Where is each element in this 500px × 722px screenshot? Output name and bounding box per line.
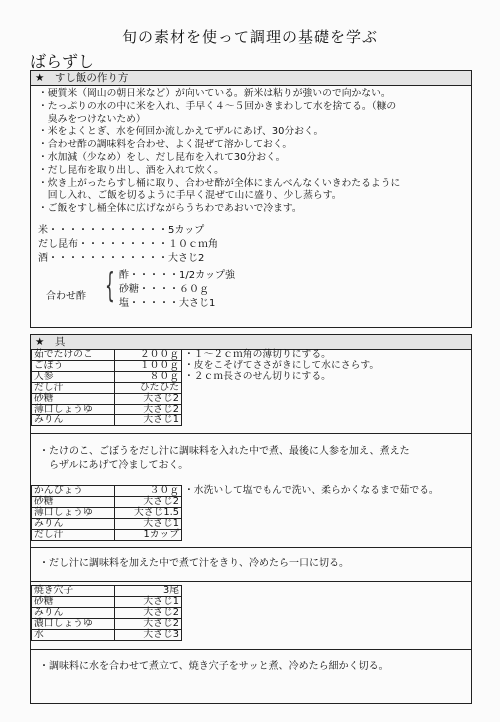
ingredient-qty: 大さじ3 [115,629,182,640]
ingredient-name: 砂糖 [32,393,115,404]
divider [31,649,471,650]
sushi-rice-steps [31,86,471,216]
ingredient-note: ・皮をこそげてささがきにして水にさらす。 [184,359,380,371]
ingredient-note: ・１～２ｃｍ角の薄切りにする。 [184,349,331,360]
ingredient-name: 濃口しょうゆ [32,618,115,629]
ingredient-qty: ２００ｇ [115,350,182,361]
step-line: ・炊き上がったらすし桶に取り、合わせ酢が全体にまんべんなくいきわたるように [38,177,401,189]
page-title: 旬の素材を使って調理の基礎を学ぶ [121,28,378,46]
instruction-line: らザルにあげて冷ましておく。 [39,460,189,471]
table-row [32,415,382,426]
step-line: 臭みをつけないため） [38,113,146,125]
ingredient-name: 薄口しょうゆ [32,507,115,518]
awasezu-line: 酢・・・・・1/2カップ強 [119,270,235,281]
table-row [32,507,442,518]
toppings-heading: ★ 具 [31,335,471,350]
ingredient-name: だし汁 [32,382,115,393]
awasezu-list [119,269,235,311]
instruction-anago [39,660,459,674]
ingredient-qty: 大さじ2 [115,496,182,507]
ingredient-table-anago [31,585,182,641]
ingredient-note [182,529,442,540]
ingredient-table-bamboo [31,349,382,426]
sushi-rice-section [30,70,472,328]
instruction-line: ・調味料に水を合わせて煮立て、焼き穴子をサッと煮、冷めたら細かく切る。 [39,661,389,672]
ingredient-name: かんぴょう [32,486,115,497]
table-row [32,529,442,540]
step-line: ・米をよくとぎ、水を何回か流しかえてザルにあげ、30分おく。 [38,126,324,138]
table-row [32,596,182,607]
ingredient-qty: 大さじ1 [115,518,182,529]
step-line: ・だし昆布を取り出し、酒を入れて炊く。 [38,164,224,176]
step-line: ・たっぷりの水の中に米を入れ、手早く４～５回かきまわして水を捨てる。（糠の [38,100,397,112]
ingredient-qty: 大さじ1 [115,596,182,607]
rice-ingredients [38,224,218,266]
table-row [32,618,182,629]
ingredient-qty: 1カップ [115,529,182,540]
instruction-line: ・だし汁に調味料を加えた中で煮て汁をきり、冷めたら一口に切る。 [39,558,349,569]
ingredient-note [182,393,382,404]
ingredient-name: 薄口しょうゆ [32,404,115,415]
table-row [32,607,182,618]
table-row [32,382,382,393]
instruction-bamboo [39,445,459,473]
ingredient-name: 人参 [32,371,115,382]
table-row [32,350,382,361]
step-line: ・ご飯をすし桶全体に広げながらうちわであおいで冷ます。 [38,203,302,215]
recipe-name: ばらずし [30,52,95,71]
divider [31,581,471,582]
sushi-rice-heading: ★ すし飯の作り方 [31,71,471,86]
awasezu-line: 塩・・・・・大さじ1 [119,298,216,309]
ingredient-note [182,404,382,415]
table-row [32,393,382,404]
ingredient-table-kanpyo [31,485,442,541]
table-row [32,629,182,640]
table-row [32,586,182,597]
ingredient-qty: 大さじ1.5 [115,507,182,518]
ingredient-qty: 大さじ2 [115,393,182,404]
ingredient-line: だし昆布・・・・・・・・・１０ｃｍ角 [38,239,218,250]
instruction-kanpyo [39,557,459,571]
ingredient-note [182,518,442,529]
ingredient-name: 茹でたけのこ [32,350,115,361]
ingredient-name: 焼き穴子 [32,586,115,597]
ingredient-note: ・２ｃｍ長さのせん切りにする。 [184,370,331,382]
ingredient-qty: ８０ｇ [115,371,182,382]
step-line: ・硬質米（岡山の朝日米など）が向いている。新米は粘りが強いので向かない。 [38,88,391,99]
table-row [32,486,442,497]
ingredient-name: 砂糖 [32,496,115,507]
ingredient-line: 米・・・・・・・・・・・・5カップ [38,225,205,236]
awasezu-line: 砂糖・・・・６０ｇ [119,284,209,295]
table-row [32,371,382,382]
brace-icon: { [105,266,115,306]
ingredient-qty: 3尾 [115,586,182,597]
ingredient-name: みりん [32,415,115,426]
ingredient-qty: ３０ｇ [115,486,182,497]
ingredient-note [182,507,442,518]
ingredient-name: みりん [32,607,115,618]
ingredient-qty: ひたひた [115,382,182,393]
ingredient-note [182,382,382,393]
ingredient-note [182,496,442,507]
step-line: 回し入れ、ご飯を切るように手早く混ぜて山に盛り、少し蒸らす。 [38,190,342,202]
step-line: ・合わせ酢の調味料を合わせ、よく混ぜて溶かしておく。 [38,139,293,151]
table-row [32,404,382,415]
ingredient-name: だし汁 [32,529,115,540]
ingredient-qty: 大さじ2 [115,404,182,415]
ingredient-note: ・水洗いして塩でもんで洗い、柔らかくなるまで茹でる。 [184,485,439,496]
ingredient-note [182,415,382,426]
table-row [32,360,382,371]
table-row [32,496,442,507]
divider [31,433,471,434]
ingredient-name: ごぼう [32,360,115,371]
ingredient-qty: １００ｇ [115,360,182,371]
awasezu-label: 合わせ酢 [46,291,86,302]
ingredient-name: 水 [32,629,115,640]
ingredient-name: みりん [32,518,115,529]
table-row [32,518,442,529]
ingredient-line: 酒・・・・・・・・・・・・大さじ2 [38,253,205,264]
step-line: ・水加減（少なめ）をし、だし昆布を入れて30分おく。 [38,151,286,163]
toppings-section [30,334,472,704]
divider [31,547,471,548]
instruction-line: ・たけのこ、ごぼうをだし汁に調味料を入れた中で煮、最後に人参を加え、煮えた [39,446,410,457]
ingredient-qty: 大さじ2 [115,607,182,618]
ingredient-name: 砂糖 [32,596,115,607]
ingredient-qty: 大さじ2 [115,618,182,629]
ingredient-qty: 大さじ1 [115,415,182,426]
